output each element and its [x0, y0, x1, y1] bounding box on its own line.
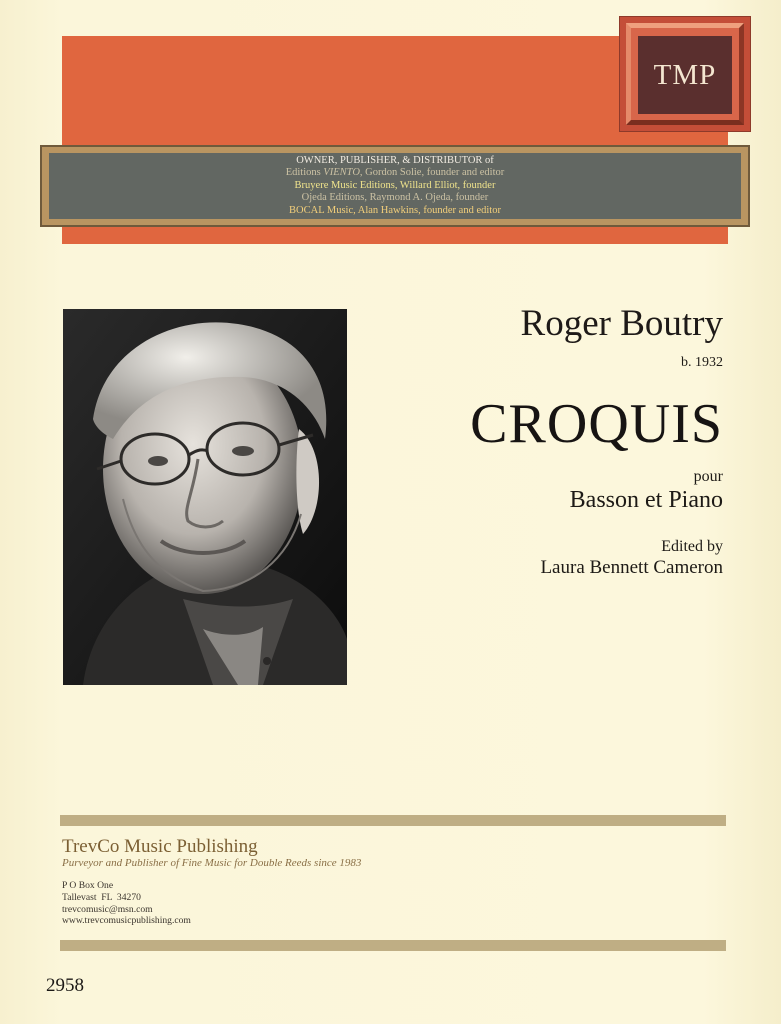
edited-by-label: Edited by — [661, 538, 723, 555]
instrumentation: Basson et Piano — [569, 487, 723, 513]
publisher-address — [62, 880, 191, 927]
composer-name: Roger Boutry — [520, 303, 723, 344]
composer-portrait-illustration — [63, 309, 347, 685]
catalog-number: 2958 — [46, 975, 84, 996]
distributor-line-3: Bruyere Music Editions, Willard Elliot, founder — [294, 179, 496, 191]
work-title: CROQUIS — [470, 393, 723, 455]
distributor-line-4: Ojeda Editions, Raymond A. Ojeda, founder — [301, 192, 489, 204]
tmp-logo — [619, 16, 751, 132]
distributor-line-1: OWNER, PUBLISHER, & DISTRIBUTOR of — [296, 154, 494, 166]
pour-label: pour — [693, 468, 723, 485]
publisher-email[interactable]: trevcomusic@msn.com — [62, 903, 153, 915]
viento-suffix: , Gordon Solie, founder and editor — [359, 167, 505, 179]
divider-top — [60, 815, 726, 826]
publisher-tagline: Purveyor and Publisher of Fine Music for Double Reeds since 1983 — [62, 857, 362, 869]
viento-name: VIENTO — [323, 167, 360, 179]
distributor-line-5: BOCAL Music, Alan Hawkins, founder and editor — [289, 204, 501, 216]
address-line-2: Tallevast FL 34270 — [62, 891, 141, 903]
composer-dates: b. 1932 — [681, 355, 723, 370]
logo-inner — [638, 36, 732, 114]
viento-prefix: Editions — [285, 167, 324, 179]
composer-photo — [63, 309, 347, 685]
publisher-name: TrevCo Music Publishing — [62, 836, 258, 857]
distributor-box — [49, 153, 741, 219]
logo-text: TMP — [653, 58, 717, 91]
divider-bottom — [60, 940, 726, 951]
distributor-line-2 — [286, 167, 505, 179]
publisher-website[interactable]: www.trevcomusicpublishing.com — [62, 915, 191, 927]
address-line-1: P O Box One — [62, 880, 114, 891]
editor-name: Laura Bennett Cameron — [540, 557, 723, 578]
